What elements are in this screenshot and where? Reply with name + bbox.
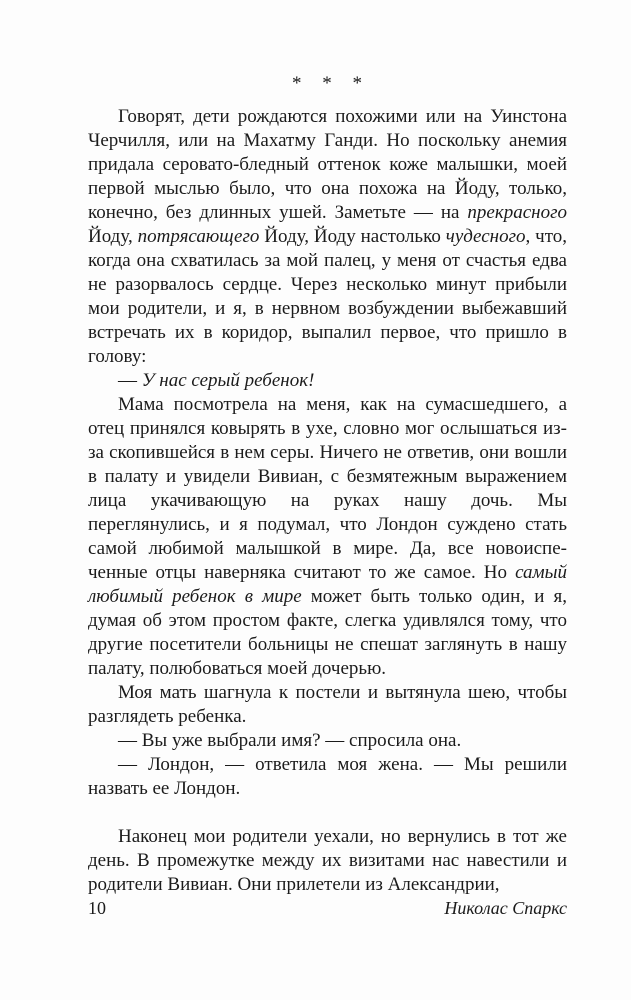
paragraph [88, 729, 567, 753]
paragraph [88, 681, 567, 729]
page-content [88, 72, 567, 897]
paragraph [88, 753, 567, 801]
text-run: может быть только один, и я, думая об этом простом факте, слегка удивлялся тому, что другие посетители больницы не спешат заглянуть в нашу палату, полюбоваться моей дочерью. [88, 586, 567, 679]
text-run: Йоду, [88, 226, 138, 247]
text-run: Наконец мои родители уехали, но вернулись в тот же день. В промежутке между их визитами нас навестили и родители Вивиан. Они прилетели из Александрии, [88, 826, 567, 895]
text-run: Мама посмотрела на меня, как на сумасшедшего, а отец принялся ковырять в ухе, словно мог ослышаться из-за скопившейся в нем серы. Ничего не ответив, они вошли в палату и увидели Вивиан, с безмятежным выражением лица укачивающую на руках нашу дочь. Мы переглянулись, и я подумал, что Лондон суждено стать самой любимой малышкой в мире. Да, все новоиспеченные отцы наверняка считают то же самое. Но [88, 394, 567, 583]
text-run: , что, когда она схватилась за мой палец, у меня от счастья едва не разорвалось сердце. Через несколько минут прибыли мои родители, и я, в нервном возбуждении выбежавший встречать их в коридор, выпалил первое, что пришло в голову: [88, 226, 567, 367]
text-run: — Лондон, — ответила моя жена. — Мы решили назвать ее Лондон. [88, 754, 567, 799]
page-number: 10 [88, 898, 106, 918]
paragraph [88, 825, 567, 897]
page-footer [88, 897, 567, 919]
text-run: Моя мать шагнула к постели и вытянула шею, чтобы разглядеть ребенка. [88, 682, 567, 727]
running-head-author: Николас Спаркс [444, 898, 567, 918]
text-run: — [118, 370, 142, 391]
text-run: Йоду, Йоду настолько [259, 226, 446, 247]
emphasized-text: чудесного [445, 226, 526, 247]
text-block [88, 105, 567, 897]
paragraph [88, 369, 567, 393]
emphasized-text: самый любимый ребенок в мире [88, 562, 567, 607]
section-separator: * * * [292, 73, 363, 94]
paragraph [88, 393, 567, 681]
text-run: — Вы уже выбрали имя? — спросила она. [118, 730, 462, 751]
text-run: Говорят, дети рождаются похожими или на Уинстона Черчилля, или на Махатму Ганди. Но поскольку анемия придала серовато-бледный оттенок коже малышки, моей первой мыслью было, что она похожа на Йоду, только, конечно, без длинных ушей. Заметьте — на [88, 106, 567, 223]
emphasized-text: прекрасного [467, 202, 567, 223]
paragraph [88, 105, 567, 369]
emphasized-text: потрясающего [137, 226, 260, 247]
emphasized-text: У нас серый ребенок! [141, 370, 315, 391]
